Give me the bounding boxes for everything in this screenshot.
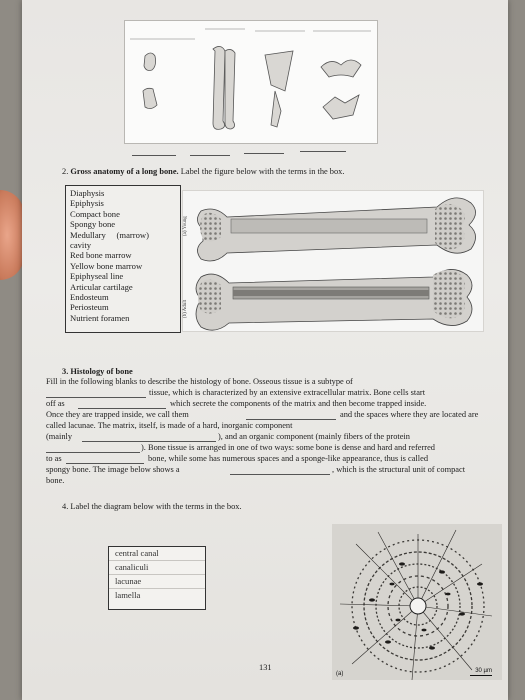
worksheet-page xyxy=(22,0,508,700)
q3-line-6a: (mainly xyxy=(46,432,73,441)
q3-line-9b: , which is the structural unit of compact xyxy=(332,465,466,474)
q3-line-7: ). Bone tissue is arranged in one of two ways: some bone is dense and hard and referred xyxy=(141,443,435,452)
term-item: Spongy bone xyxy=(70,219,116,230)
q3-line-10: bone. xyxy=(46,476,65,485)
term-item: Epiphysis xyxy=(70,198,104,209)
q2-number: 2. xyxy=(62,167,69,176)
figure-label-young: (a) Young xyxy=(183,216,188,236)
scale-bar xyxy=(470,675,492,676)
blank-bone-type-4[interactable] xyxy=(300,151,346,152)
q3-line-4b: and the spaces where they are located are xyxy=(340,410,479,419)
q3-line-9a: spongy bone. The image below shows a xyxy=(46,465,180,474)
figure-label-adult: (b) Adult xyxy=(183,299,188,318)
q2-instruction: Label the figure below with the terms in the box. xyxy=(180,167,345,176)
page-number: 131 xyxy=(259,663,272,672)
q3-line-3a: off as xyxy=(46,399,65,408)
q3-line-2: tissue, which is characterized by an extensive extracellular matrix. Bone cells start xyxy=(149,388,426,397)
term-item: lamella xyxy=(115,590,141,600)
term-item: Articular cartilage xyxy=(70,281,133,292)
blank-inorganic[interactable] xyxy=(82,441,216,442)
blank-compact[interactable] xyxy=(66,463,144,464)
adult-bone xyxy=(196,269,472,330)
term-item: Red bone marrow xyxy=(70,250,132,261)
term-item: lacunae xyxy=(109,575,205,589)
term-item: Epiphyseal line xyxy=(70,271,124,282)
term-item: Endosteum xyxy=(70,292,109,303)
micrograph-label: (a) xyxy=(336,671,344,677)
q3-line-4a: Once they are trapped inside, we call them xyxy=(46,410,189,419)
term-item: Periosteum xyxy=(70,302,109,313)
q4-title: 4. Label the diagram below with the terms in the box. xyxy=(62,502,242,511)
term-item: Yellow bone marrow xyxy=(70,260,143,271)
q2-term-box xyxy=(65,185,181,333)
term-item: Compact bone xyxy=(70,208,120,219)
osteon-micrograph-drawing xyxy=(332,524,502,680)
young-bone xyxy=(197,198,475,261)
q3-line-8a: to as xyxy=(46,454,62,463)
term-item: canaliculi xyxy=(109,561,205,575)
term-item: cavity xyxy=(70,240,91,251)
q3-line-1: Fill in the following blanks to describe the histology of bone. Osseous tissue is a subtype of xyxy=(46,377,353,386)
blank-protein[interactable] xyxy=(46,452,140,453)
q3-line-3b: which secrete the components of the matrix and then become trapped inside. xyxy=(170,399,427,408)
blank-osteocytes[interactable] xyxy=(246,419,336,420)
term-item: Nutrient foramen xyxy=(70,312,130,323)
scale-bar-label: 30 µm xyxy=(475,668,492,674)
q3-line-5: called lacunae. The matrix, itself, is made of a hard, inorganic component xyxy=(46,421,293,430)
q3-heading: 3. Histology of bone xyxy=(62,367,133,376)
osteon-micrograph xyxy=(332,524,502,680)
q4-term-box xyxy=(108,546,206,610)
blank-osteoblasts[interactable] xyxy=(78,408,166,409)
blank-tissue-type[interactable] xyxy=(46,397,146,398)
q2-header xyxy=(62,167,344,178)
term-item: Medullary (marrow) xyxy=(70,229,149,240)
bone-shapes-figure xyxy=(124,20,378,144)
blank-bone-type-1[interactable] xyxy=(132,155,176,156)
term-item: Diaphysis xyxy=(70,188,105,198)
q3-line-6b: ), and an organic component (mainly fibers of the protein xyxy=(218,432,410,441)
blank-bone-type-2[interactable] xyxy=(190,155,230,156)
blank-bone-type-3[interactable] xyxy=(244,153,284,154)
bone-shapes-drawing xyxy=(125,21,377,143)
finger-thumb xyxy=(0,190,24,280)
long-bone-drawing xyxy=(183,191,483,331)
term-item: central canal xyxy=(109,547,205,561)
blank-osteon[interactable] xyxy=(230,474,330,475)
q3-line-8b: bone, while some has numerous spaces and a sponge-like appearance, thus is called xyxy=(148,454,429,463)
q2-title: Gross anatomy of a long bone. xyxy=(70,167,179,176)
long-bone-figure xyxy=(182,190,484,332)
